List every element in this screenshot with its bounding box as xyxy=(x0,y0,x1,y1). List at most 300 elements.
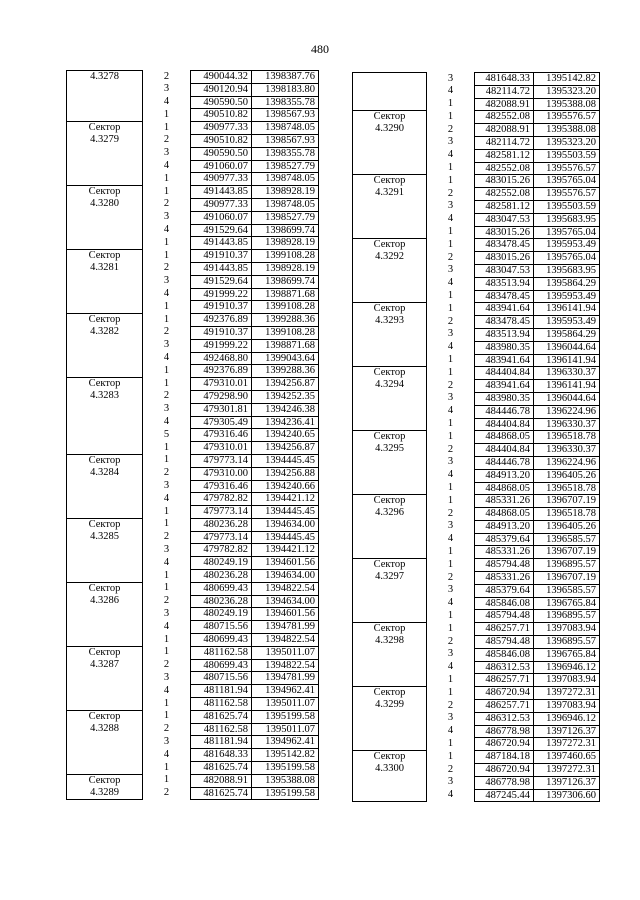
x-coordinate-cell: 479305.49 xyxy=(191,416,252,429)
x-coordinate-cell: 486720.94 xyxy=(475,687,534,700)
y-coordinate-cell: 1398871.68 xyxy=(252,288,319,301)
table-row xyxy=(67,454,319,467)
point-number-cell: 1 xyxy=(427,495,475,508)
x-coordinate-cell: 479310.01 xyxy=(191,378,252,391)
y-coordinate-cell: 1398699.74 xyxy=(252,224,319,237)
y-coordinate-cell: 1395388.08 xyxy=(534,124,600,137)
x-coordinate-cell: 479773.14 xyxy=(191,506,252,519)
point-number-cell: 1 xyxy=(427,303,475,316)
sector-label xyxy=(67,774,143,800)
y-coordinate-cell: 1398355.78 xyxy=(252,147,319,160)
x-coordinate-cell: 486257.71 xyxy=(475,674,534,687)
point-number-cell: 1 xyxy=(143,582,191,595)
table-row xyxy=(67,122,319,135)
y-coordinate-cell: 1395199.58 xyxy=(252,762,319,775)
sector-code: 4.3278 xyxy=(90,71,119,82)
point-number-cell: 3 xyxy=(427,136,475,149)
table-row xyxy=(353,431,600,444)
point-number-cell: 1 xyxy=(427,162,475,175)
y-coordinate-cell: 1399108.28 xyxy=(252,326,319,339)
point-number-cell: 2 xyxy=(143,134,191,147)
sector-label xyxy=(67,71,143,122)
sector-code: 4.3300 xyxy=(375,763,404,775)
x-coordinate-cell: 483941.64 xyxy=(475,303,534,316)
point-number-cell: 3 xyxy=(427,328,475,341)
point-number-cell: 1 xyxy=(143,646,191,659)
table-row xyxy=(353,175,600,188)
y-coordinate-cell: 1395503.59 xyxy=(534,149,600,162)
y-coordinate-cell: 1396224.96 xyxy=(534,405,600,418)
y-coordinate-cell: 1394445.45 xyxy=(252,454,319,467)
x-coordinate-cell: 490977.33 xyxy=(191,122,252,135)
y-coordinate-cell: 1398699.74 xyxy=(252,275,319,288)
x-coordinate-cell: 480236.28 xyxy=(191,518,252,531)
sector-label xyxy=(353,687,427,751)
y-coordinate-cell: 1399043.64 xyxy=(252,352,319,365)
x-coordinate-cell: 481181.94 xyxy=(191,736,252,749)
y-coordinate-cell: 1397272.31 xyxy=(534,764,600,777)
y-coordinate-cell: 1398387.76 xyxy=(252,71,319,84)
sector-title: Сектор xyxy=(88,646,121,658)
sector-code: 4.3281 xyxy=(90,261,119,273)
sector-label xyxy=(353,367,427,431)
y-coordinate-cell: 1396707.19 xyxy=(534,495,600,508)
sector-title: Сектор xyxy=(88,186,121,198)
y-coordinate-cell: 1398748.05 xyxy=(252,173,319,186)
x-coordinate-cell: 479316.46 xyxy=(191,480,252,493)
point-number-cell: 3 xyxy=(143,672,191,685)
sector-title: Сектор xyxy=(373,431,406,443)
x-coordinate-cell: 485794.48 xyxy=(475,559,534,572)
point-number-cell: 2 xyxy=(427,764,475,777)
y-coordinate-cell: 1396585.57 xyxy=(534,584,600,597)
x-coordinate-cell: 491910.37 xyxy=(191,301,252,314)
sector-title: Сектор xyxy=(88,314,121,326)
point-number-cell: 4 xyxy=(427,533,475,546)
x-coordinate-cell: 482088.91 xyxy=(475,124,534,137)
y-coordinate-cell: 1394246.38 xyxy=(252,403,319,416)
y-coordinate-cell: 1395683.95 xyxy=(534,213,600,226)
y-coordinate-cell: 1395576.57 xyxy=(534,111,600,124)
y-coordinate-cell: 1396330.37 xyxy=(534,418,600,431)
sector-title: Сектор xyxy=(88,710,121,722)
x-coordinate-cell: 480236.28 xyxy=(191,570,252,583)
point-number-cell: 1 xyxy=(143,774,191,787)
sector-code: 4.3290 xyxy=(375,123,404,135)
y-coordinate-cell: 1396895.57 xyxy=(534,559,600,572)
point-number-cell: 1 xyxy=(143,442,191,455)
x-coordinate-cell: 483980.35 xyxy=(475,341,534,354)
point-number-cell: 1 xyxy=(143,173,191,186)
x-coordinate-cell: 483015.26 xyxy=(475,252,534,265)
sector-code: 4.3286 xyxy=(90,594,119,606)
point-number-cell: 1 xyxy=(427,367,475,380)
point-number-cell: 3 xyxy=(143,544,191,557)
point-number-cell: 1 xyxy=(427,418,475,431)
x-coordinate-cell: 490120.94 xyxy=(191,83,252,96)
sector-code: 4.3291 xyxy=(375,187,404,199)
point-number-cell: 4 xyxy=(427,149,475,162)
y-coordinate-cell: 1395765.04 xyxy=(534,226,600,239)
point-number-cell: 1 xyxy=(427,482,475,495)
y-coordinate-cell: 1395576.57 xyxy=(534,188,600,201)
x-coordinate-cell: 480249.19 xyxy=(191,557,252,570)
y-coordinate-cell: 1398871.68 xyxy=(252,339,319,352)
point-number-cell: 1 xyxy=(143,378,191,391)
x-coordinate-cell: 484446.78 xyxy=(475,456,534,469)
y-coordinate-cell: 1398567.93 xyxy=(252,109,319,122)
sector-label xyxy=(353,111,427,175)
y-coordinate-cell: 1394822.54 xyxy=(252,659,319,672)
point-number-cell: 1 xyxy=(143,698,191,711)
x-coordinate-cell: 486778.98 xyxy=(475,776,534,789)
point-number-cell: 2 xyxy=(143,390,191,403)
x-coordinate-cell: 481181.94 xyxy=(191,685,252,698)
point-number-cell: 2 xyxy=(427,444,475,457)
y-coordinate-cell: 1399288.36 xyxy=(252,365,319,378)
sector-title: Сектор xyxy=(373,751,406,763)
y-coordinate-cell: 1394240.65 xyxy=(252,429,319,442)
sector-title: Сектор xyxy=(373,111,406,123)
x-coordinate-cell: 492376.89 xyxy=(191,365,252,378)
point-number-cell: 1 xyxy=(143,237,191,250)
x-coordinate-cell: 483478.45 xyxy=(475,290,534,303)
x-coordinate-cell: 479301.81 xyxy=(191,403,252,416)
point-number-cell: 3 xyxy=(143,480,191,493)
y-coordinate-cell: 1395142.82 xyxy=(534,73,600,86)
x-coordinate-cell: 479316.46 xyxy=(191,429,252,442)
point-number-cell: 1 xyxy=(427,290,475,303)
y-coordinate-cell: 1397126.37 xyxy=(534,725,600,738)
x-coordinate-cell: 490510.82 xyxy=(191,134,252,147)
y-coordinate-cell: 1396895.57 xyxy=(534,636,600,649)
y-coordinate-cell: 1398355.78 xyxy=(252,96,319,109)
sector-label xyxy=(353,751,427,802)
sector-title: Сектор xyxy=(88,582,121,594)
point-number-cell: 3 xyxy=(143,608,191,621)
sector-label xyxy=(353,175,427,239)
y-coordinate-cell: 1398567.93 xyxy=(252,134,319,147)
y-coordinate-cell: 1394634.00 xyxy=(252,518,319,531)
sector-label xyxy=(353,431,427,495)
point-number-cell: 3 xyxy=(143,339,191,352)
point-number-cell: 2 xyxy=(427,316,475,329)
x-coordinate-cell: 491529.64 xyxy=(191,224,252,237)
table-row xyxy=(67,646,319,659)
x-coordinate-cell: 479773.14 xyxy=(191,531,252,544)
y-coordinate-cell: 1396330.37 xyxy=(534,444,600,457)
y-coordinate-cell: 1397083.94 xyxy=(534,674,600,687)
sector-title: Сектор xyxy=(373,303,406,315)
sector-label xyxy=(67,582,143,646)
y-coordinate-cell: 1396141.94 xyxy=(534,380,600,393)
point-number-cell: 3 xyxy=(427,648,475,661)
sector-label xyxy=(67,378,143,455)
x-coordinate-cell: 481648.33 xyxy=(475,73,534,86)
sector-code: 4.3294 xyxy=(375,379,404,391)
y-coordinate-cell: 1396405.26 xyxy=(534,520,600,533)
table-row xyxy=(353,73,600,86)
sector-label xyxy=(67,314,143,378)
x-coordinate-cell: 484404.84 xyxy=(475,367,534,380)
y-coordinate-cell: 1396044.64 xyxy=(534,392,600,405)
x-coordinate-cell: 483015.26 xyxy=(475,226,534,239)
table-row xyxy=(353,751,600,764)
sector-title: Сектор xyxy=(88,454,121,466)
y-coordinate-cell: 1396946.12 xyxy=(534,712,600,725)
y-coordinate-cell: 1394962.41 xyxy=(252,685,319,698)
y-coordinate-cell: 1399108.28 xyxy=(252,250,319,263)
sector-code: 4.3288 xyxy=(90,722,119,734)
x-coordinate-cell: 479773.14 xyxy=(191,454,252,467)
sector-label xyxy=(67,646,143,710)
y-coordinate-cell: 1394822.54 xyxy=(252,582,319,595)
point-number-cell: 3 xyxy=(427,73,475,86)
x-coordinate-cell: 490977.33 xyxy=(191,198,252,211)
point-number-cell: 2 xyxy=(143,595,191,608)
x-coordinate-cell: 480699.43 xyxy=(191,582,252,595)
y-coordinate-cell: 1395683.95 xyxy=(534,264,600,277)
point-number-cell: 1 xyxy=(143,570,191,583)
sector-code: 4.3297 xyxy=(375,571,404,583)
y-coordinate-cell: 1395011.07 xyxy=(252,698,319,711)
sector-label xyxy=(353,623,427,687)
x-coordinate-cell: 481162.58 xyxy=(191,646,252,659)
sector-title: Сектор xyxy=(373,687,406,699)
point-number-cell: 1 xyxy=(143,634,191,647)
point-number-cell: 1 xyxy=(427,751,475,764)
y-coordinate-cell: 1396518.78 xyxy=(534,482,600,495)
point-number-cell: 2 xyxy=(427,508,475,521)
x-coordinate-cell: 491443.85 xyxy=(191,237,252,250)
sector-label xyxy=(353,495,427,559)
y-coordinate-cell: 1397083.94 xyxy=(534,700,600,713)
y-coordinate-cell: 1394421.12 xyxy=(252,493,319,506)
y-coordinate-cell: 1394781.99 xyxy=(252,621,319,634)
x-coordinate-cell: 490590.50 xyxy=(191,147,252,160)
point-number-cell: 2 xyxy=(143,467,191,480)
point-number-cell: 1 xyxy=(427,559,475,572)
x-coordinate-cell: 486257.71 xyxy=(475,700,534,713)
y-coordinate-cell: 1397306.60 xyxy=(534,789,600,802)
coordinates-table-left xyxy=(66,70,319,800)
y-coordinate-cell: 1399108.28 xyxy=(252,301,319,314)
table-row xyxy=(353,303,600,316)
sector-code: 4.3282 xyxy=(90,325,119,337)
point-number-cell: 1 xyxy=(427,239,475,252)
x-coordinate-cell: 481162.58 xyxy=(191,698,252,711)
point-number-cell: 2 xyxy=(427,636,475,649)
x-coordinate-cell: 491999.22 xyxy=(191,288,252,301)
point-number-cell: 3 xyxy=(427,712,475,725)
sector-title: Сектор xyxy=(373,623,406,635)
x-coordinate-cell: 481648.33 xyxy=(191,749,252,762)
point-number-cell: 1 xyxy=(143,250,191,263)
x-coordinate-cell: 491060.07 xyxy=(191,211,252,224)
point-number-cell: 4 xyxy=(143,685,191,698)
point-number-cell: 2 xyxy=(427,188,475,201)
x-coordinate-cell: 487245.44 xyxy=(475,789,534,802)
sector-code: 4.3299 xyxy=(375,699,404,711)
point-number-cell: 2 xyxy=(143,198,191,211)
x-coordinate-cell: 479310.00 xyxy=(191,467,252,480)
point-number-cell: 2 xyxy=(143,659,191,672)
sector-code: 4.3279 xyxy=(90,133,119,145)
y-coordinate-cell: 1394634.00 xyxy=(252,570,319,583)
sector-label xyxy=(353,559,427,623)
point-number-cell: 1 xyxy=(143,762,191,775)
x-coordinate-cell: 483941.64 xyxy=(475,380,534,393)
point-number-cell: 3 xyxy=(427,392,475,405)
y-coordinate-cell: 1395142.82 xyxy=(252,749,319,762)
y-coordinate-cell: 1396585.57 xyxy=(534,533,600,546)
y-coordinate-cell: 1396765.84 xyxy=(534,597,600,610)
y-coordinate-cell: 1394256.88 xyxy=(252,467,319,480)
point-number-cell: 2 xyxy=(427,252,475,265)
y-coordinate-cell: 1394962.41 xyxy=(252,736,319,749)
y-coordinate-cell: 1395011.07 xyxy=(252,723,319,736)
x-coordinate-cell: 484404.84 xyxy=(475,418,534,431)
sector-title: Сектор xyxy=(373,367,406,379)
point-number-cell: 5 xyxy=(143,429,191,442)
y-coordinate-cell: 1396141.94 xyxy=(534,354,600,367)
x-coordinate-cell: 486720.94 xyxy=(475,738,534,751)
table-row xyxy=(353,495,600,508)
y-coordinate-cell: 1394445.45 xyxy=(252,531,319,544)
y-coordinate-cell: 1398748.05 xyxy=(252,198,319,211)
point-number-cell: 4 xyxy=(143,416,191,429)
point-number-cell: 3 xyxy=(143,211,191,224)
x-coordinate-cell: 483941.64 xyxy=(475,354,534,367)
x-coordinate-cell: 486257.71 xyxy=(475,623,534,636)
point-number-cell: 1 xyxy=(427,674,475,687)
x-coordinate-cell: 481162.58 xyxy=(191,723,252,736)
point-number-cell: 2 xyxy=(143,531,191,544)
point-number-cell: 4 xyxy=(143,557,191,570)
point-number-cell: 4 xyxy=(143,288,191,301)
sector-code: 4.3285 xyxy=(90,530,119,542)
y-coordinate-cell: 1396330.37 xyxy=(534,367,600,380)
y-coordinate-cell: 1395388.08 xyxy=(252,774,319,787)
point-number-cell: 1 xyxy=(427,738,475,751)
x-coordinate-cell: 486312.53 xyxy=(475,712,534,725)
point-number-cell: 4 xyxy=(427,277,475,290)
x-coordinate-cell: 490044.32 xyxy=(191,71,252,84)
sector-code: 4.3283 xyxy=(90,389,119,401)
y-coordinate-cell: 1398928.19 xyxy=(252,262,319,275)
y-coordinate-cell: 1395953.49 xyxy=(534,316,600,329)
x-coordinate-cell: 479298.90 xyxy=(191,390,252,403)
x-coordinate-cell: 484446.78 xyxy=(475,405,534,418)
x-coordinate-cell: 491443.85 xyxy=(191,186,252,199)
x-coordinate-cell: 485794.48 xyxy=(475,636,534,649)
table-row xyxy=(67,518,319,531)
x-coordinate-cell: 487184.18 xyxy=(475,751,534,764)
x-coordinate-cell: 491910.37 xyxy=(191,326,252,339)
x-coordinate-cell: 485331.26 xyxy=(475,572,534,585)
x-coordinate-cell: 480715.56 xyxy=(191,672,252,685)
y-coordinate-cell: 1395765.04 xyxy=(534,252,600,265)
x-coordinate-cell: 485846.08 xyxy=(475,597,534,610)
x-coordinate-cell: 481625.74 xyxy=(191,787,252,800)
point-number-cell: 1 xyxy=(143,710,191,723)
table-row xyxy=(67,774,319,787)
x-coordinate-cell: 484404.84 xyxy=(475,444,534,457)
x-coordinate-cell: 484913.20 xyxy=(475,520,534,533)
x-coordinate-cell: 483513.94 xyxy=(475,328,534,341)
x-coordinate-cell: 480236.28 xyxy=(191,595,252,608)
y-coordinate-cell: 1394421.12 xyxy=(252,544,319,557)
y-coordinate-cell: 1396707.19 xyxy=(534,546,600,559)
point-number-cell: 3 xyxy=(427,264,475,277)
x-coordinate-cell: 483980.35 xyxy=(475,392,534,405)
y-coordinate-cell: 1395953.49 xyxy=(534,290,600,303)
table-row xyxy=(353,367,600,380)
point-number-cell: 3 xyxy=(427,776,475,789)
table-row xyxy=(67,186,319,199)
x-coordinate-cell: 483015.26 xyxy=(475,175,534,188)
y-coordinate-cell: 1399288.36 xyxy=(252,314,319,327)
y-coordinate-cell: 1394822.54 xyxy=(252,634,319,647)
sector-title: Сектор xyxy=(373,239,406,251)
x-coordinate-cell: 482552.08 xyxy=(475,188,534,201)
y-coordinate-cell: 1394236.41 xyxy=(252,416,319,429)
sector-title: Сектор xyxy=(88,774,121,786)
y-coordinate-cell: 1398527.79 xyxy=(252,160,319,173)
table-row xyxy=(67,710,319,723)
table-row xyxy=(67,71,319,84)
sector-code: 4.3287 xyxy=(90,658,119,670)
point-number-cell: 3 xyxy=(143,83,191,96)
y-coordinate-cell: 1396141.94 xyxy=(534,303,600,316)
x-coordinate-cell: 481625.74 xyxy=(191,710,252,723)
x-coordinate-cell: 492376.89 xyxy=(191,314,252,327)
point-number-cell: 1 xyxy=(427,226,475,239)
x-coordinate-cell: 483047.53 xyxy=(475,213,534,226)
x-coordinate-cell: 482581.12 xyxy=(475,200,534,213)
point-number-cell: 1 xyxy=(427,111,475,124)
sector-title: Сектор xyxy=(88,250,121,262)
point-number-cell: 2 xyxy=(143,71,191,84)
point-number-cell: 4 xyxy=(427,725,475,738)
point-number-cell: 2 xyxy=(143,723,191,736)
y-coordinate-cell: 1394256.87 xyxy=(252,442,319,455)
table-row xyxy=(67,378,319,391)
page-number: 480 xyxy=(311,42,329,56)
point-number-cell: 3 xyxy=(143,736,191,749)
sector-title: Сектор xyxy=(373,495,406,507)
sector-label xyxy=(67,518,143,582)
x-coordinate-cell: 491529.64 xyxy=(191,275,252,288)
x-coordinate-cell: 486312.53 xyxy=(475,661,534,674)
x-coordinate-cell: 491910.37 xyxy=(191,250,252,263)
y-coordinate-cell: 1394781.99 xyxy=(252,672,319,685)
point-number-cell: 4 xyxy=(143,96,191,109)
y-coordinate-cell: 1395765.04 xyxy=(534,175,600,188)
sector-label xyxy=(67,122,143,186)
x-coordinate-cell: 490590.50 xyxy=(191,96,252,109)
point-number-cell: 4 xyxy=(143,621,191,634)
sector-code: 4.3295 xyxy=(375,443,404,455)
point-number-cell: 1 xyxy=(143,506,191,519)
x-coordinate-cell: 486720.94 xyxy=(475,764,534,777)
point-number-cell: 4 xyxy=(427,85,475,98)
x-coordinate-cell: 484913.20 xyxy=(475,469,534,482)
point-number-cell: 4 xyxy=(143,160,191,173)
point-number-cell: 1 xyxy=(143,314,191,327)
point-number-cell: 4 xyxy=(143,352,191,365)
y-coordinate-cell: 1396707.19 xyxy=(534,572,600,585)
